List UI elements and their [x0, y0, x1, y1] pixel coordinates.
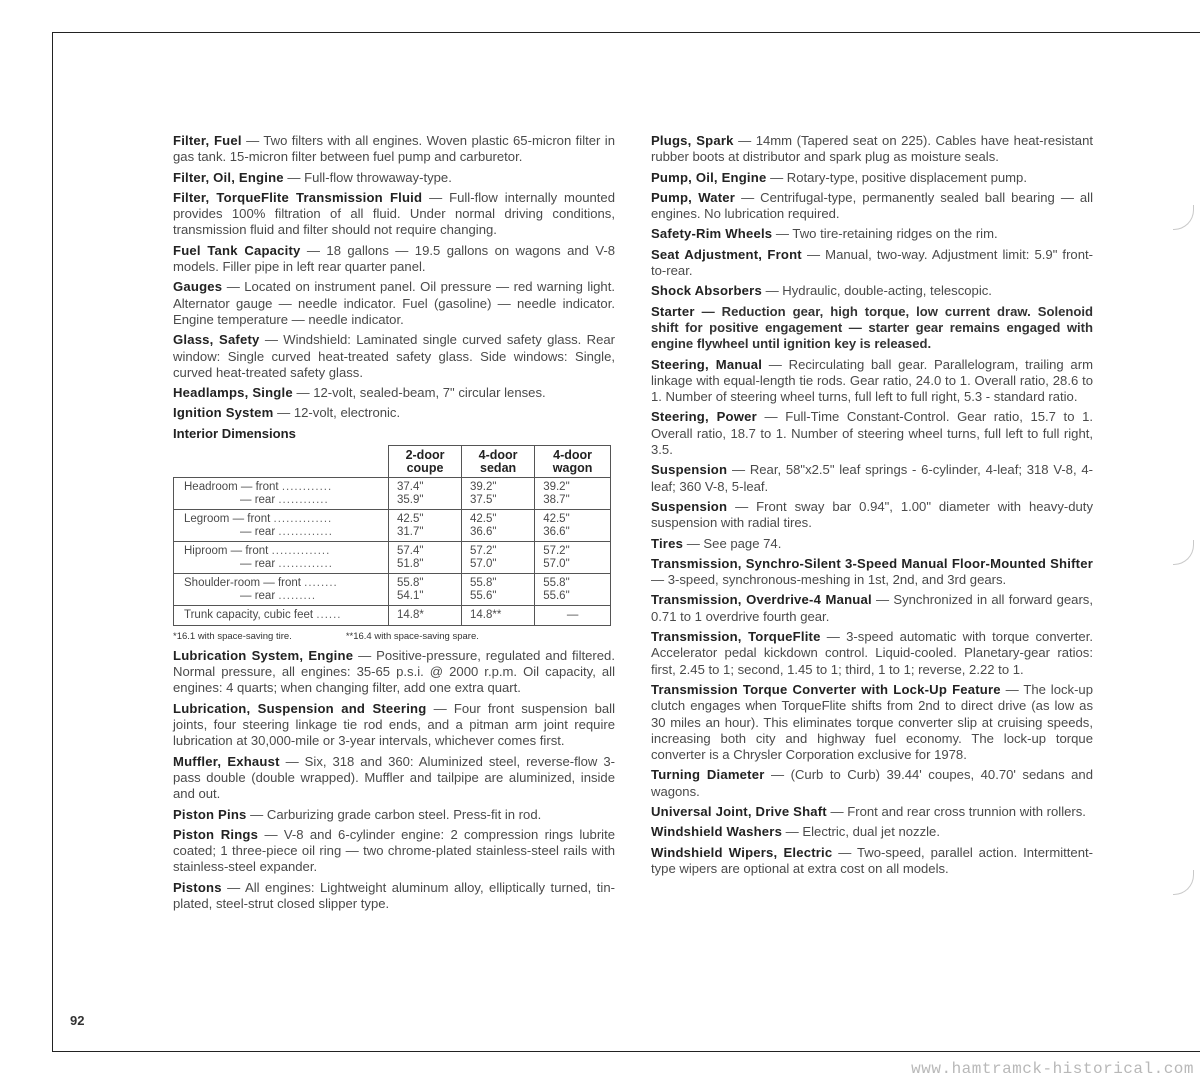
spec-term: Suspension	[651, 498, 728, 514]
spec-term: Ignition System	[173, 405, 274, 421]
spec-entry	[651, 804, 1093, 820]
spec-term: Plugs, Spark	[651, 133, 734, 148]
spec-description: — Centrifugal-type, permanently sealed ball bearing — all engines. No lubrication required.	[651, 189, 1093, 222]
spec-term: Glass, Safety	[173, 332, 260, 348]
spec-entry	[651, 682, 1093, 763]
spec-term: Universal Joint, Drive Shaft	[651, 803, 827, 819]
row-label: Shoulder-room — front	[184, 577, 301, 590]
column-header: 2-door coupe	[389, 446, 462, 478]
table-title: Interior Dimensions	[173, 425, 296, 441]
row-label: Hiproom — front	[184, 545, 269, 558]
spec-description: — Reduction gear, high torque, low current draw. Solenoid shift for positive engagement — starter gear remains engaged with engine flywheel until ignition key is released.	[651, 303, 1093, 352]
footnote: *16.1 with space-saving tire.	[173, 630, 292, 642]
spec-entry	[651, 845, 1093, 878]
spec-term: Filter, Oil, Engine	[173, 169, 284, 185]
spec-entry	[651, 536, 1093, 552]
spec-entry	[173, 880, 615, 913]
leader-dots: ..............	[273, 513, 333, 526]
spec-term: Lubrication, Suspension and Steering	[173, 700, 427, 716]
spec-description: — 12-volt, electronic.	[273, 405, 401, 421]
table-cell	[535, 478, 611, 510]
table-row	[174, 574, 611, 606]
cell-value: 42.5"	[397, 513, 424, 526]
table-cell	[462, 478, 535, 510]
row-label-cell	[174, 478, 389, 510]
spec-entry	[651, 170, 1093, 186]
spec-term: Lubrication System, Engine	[173, 647, 354, 663]
leader-dots: ............	[278, 493, 329, 506]
spec-description: — See page 74.	[683, 535, 782, 551]
spec-term: Gauges	[173, 279, 223, 295]
spec-term: Piston Rings	[173, 826, 259, 842]
spec-entry	[173, 385, 615, 401]
spec-term: Transmission, Overdrive-4 Manual	[651, 592, 872, 608]
spec-description: — Two filters with all engines. Woven plastic 65-micron filter in gas tank. 15-micron filter between fuel pump and carburetor.	[173, 133, 615, 165]
spec-term: Steering, Manual	[651, 356, 763, 372]
spec-entry	[173, 133, 615, 166]
row-label-cell	[174, 574, 389, 606]
table-cell	[535, 542, 611, 574]
spec-description: — Hydraulic, double-acting, telescopic.	[761, 283, 992, 299]
spec-entry	[651, 409, 1093, 458]
table-row	[174, 542, 611, 574]
spec-description: — Electric, dual jet nozzle.	[782, 824, 940, 840]
row-sublabel: — rear	[240, 493, 276, 506]
row-label: Headroom — front	[184, 481, 279, 494]
spec-description: — Carburizing grade carbon steel. Press-fit in rod.	[246, 806, 542, 822]
row-label-line	[184, 526, 384, 539]
spec-entry	[173, 405, 615, 421]
table-row	[174, 478, 611, 510]
column-header: 4-door wagon	[535, 446, 611, 478]
row-sublabel: — rear	[240, 557, 276, 570]
cell-value: 38.7"	[543, 493, 570, 506]
spec-term: Transmission, TorqueFlite	[651, 629, 821, 645]
table-cell	[462, 510, 535, 542]
spec-term: Starter	[651, 303, 695, 319]
row-label-line	[184, 513, 332, 525]
cell-value: 51.8"	[397, 557, 424, 570]
cell-value: 39.2"	[470, 481, 497, 494]
spec-term: Safety-Rim Wheels	[651, 226, 773, 242]
spec-entry	[173, 648, 615, 697]
spec-description: — The lock-up clutch engages when TorqueFlite shifts from 2nd to direct drive (as low as 30 miles an hour). This eliminates torque converter slip at cruising speeds, increasing both city and highway fuel economy. The lock-up torque converter is a Chrysler Corporation exclusive for 1978.	[651, 681, 1093, 763]
cell-value: 55.6"	[470, 589, 497, 602]
watermark: www.hamtramck-historical.com	[911, 1060, 1194, 1078]
spec-entry	[173, 827, 615, 876]
spec-entry	[651, 283, 1093, 299]
spec-term: Transmission Torque Converter with Lock-Up Feature	[651, 681, 1001, 697]
spec-description: — 14mm (Tapered seat on 225). Cables have heat-resistant rubber boots at distributor and spark plug as moisture seals.	[651, 133, 1093, 165]
spec-description: — V-8 and 6-cylinder engine: 2 compression rings lubrite coated; 1 three-piece oil ring — two chrome-plated stainless-steel rails with stainless-steel expander.	[173, 826, 616, 875]
cell-value: 37.5"	[470, 493, 497, 506]
row-label-line	[184, 494, 384, 507]
table-cell	[389, 510, 462, 542]
right-column	[651, 133, 1093, 881]
spec-term: Steering, Power	[651, 409, 757, 425]
row-label-line	[184, 545, 330, 557]
spec-description: — Synchronized in all forward gears, 0.71 to 1 overdrive fourth gear.	[651, 592, 1093, 624]
table-cell	[535, 510, 611, 542]
spec-description: — Front and rear cross trunnion with rollers.	[826, 803, 1086, 819]
spec-term: Tires	[651, 535, 684, 551]
table-footnotes	[173, 629, 615, 645]
cell-value: 31.7"	[397, 525, 424, 538]
cell-value: 36.6"	[543, 525, 570, 538]
spec-description: — Windshield: Laminated single curved safety glass. Rear window: Single curved heat-treated safety glass. Side windows: Single, curved heat-treated safety glass.	[173, 332, 615, 380]
table-cell	[389, 478, 462, 510]
cell-value: 55.6"	[543, 589, 570, 602]
left-column	[173, 133, 615, 916]
spec-description: — Four front suspension ball joints, four steering linkage tie rod ends, and a pitman arm joint require lubrication at 30,000-mile or 3-year intervals, whichever comes first.	[173, 700, 615, 749]
table-cell	[389, 542, 462, 574]
leader-dots: .............	[278, 525, 333, 538]
spec-entry	[651, 767, 1093, 800]
spec-term: Muffler, Exhaust	[173, 753, 280, 769]
row-label-line	[184, 577, 338, 589]
spec-description: — Positive-pressure, regulated and filtered. Normal pressure, all engines: 35-65 p.s.i. @ 2000 r.p.m. Oil capacity, all engines: 4 quarts; when changing filter, add one extra quart.	[173, 647, 615, 696]
row-sublabel: — rear	[240, 589, 276, 602]
spec-term: Suspension	[651, 462, 728, 478]
cell-value: 54.1"	[397, 589, 424, 602]
spec-list-bottom	[173, 648, 615, 912]
spec-term: Windshield Washers	[651, 824, 783, 840]
cell-value: 35.9"	[397, 493, 424, 506]
table-cell	[389, 574, 462, 606]
spec-entry	[173, 279, 615, 328]
spec-term: Windshield Wipers, Electric	[651, 844, 833, 860]
spec-description: — Full-flow internally mounted provides 100% filtration of all fluid. Under normal driving conditions, transmission fluid and filter should not require changing.	[173, 189, 615, 238]
spec-term: Shock Absorbers	[651, 283, 762, 299]
spec-entry	[651, 556, 1093, 589]
spec-term: Pump, Oil, Engine	[651, 169, 767, 185]
cell-value: 36.6"	[470, 525, 497, 538]
cell-value: 57.0"	[543, 557, 570, 570]
cell-value: 55.8"	[543, 577, 570, 590]
leader-dots: ......	[316, 609, 342, 622]
spec-term: Pump, Water	[651, 189, 736, 205]
spec-description: — Full-Time Constant-Control. Gear ratio, 15.7 to 1. Overall ratio, 18.7 to 1. Number of steering wheel turns, full left to full right, 3.5.	[651, 409, 1093, 458]
row-label-line	[184, 558, 384, 571]
page-number: 92	[70, 1013, 85, 1028]
spec-entry	[651, 629, 1093, 678]
spec-description: — Front sway bar 0.94", 1.00" diameter with heavy-duty suspension with radial tires.	[651, 498, 1093, 531]
spec-description: — Rear, 58"x2.5" leaf springs - 6-cylinder, 4-leaf; 318 V-8, 4-leaf; 360 V-8, 5-leaf.	[651, 462, 1093, 494]
table-cell	[462, 574, 535, 606]
cell-value: 42.5"	[543, 513, 570, 526]
footnote: **16.4 with space-saving spare.	[345, 630, 479, 642]
leader-dots: ............	[281, 481, 333, 494]
row-label-cell	[174, 510, 389, 542]
leader-dots: .........	[278, 589, 317, 602]
table-row	[174, 510, 611, 542]
spec-entry	[651, 462, 1093, 495]
spec-entry	[651, 304, 1093, 353]
cell-value: 57.4"	[397, 545, 424, 558]
spec-description: — 18 gallons — 19.5 gallons on wagons and V-8 models. Filler pipe in left rear quarter panel.	[173, 242, 616, 275]
row-label: Legroom — front	[184, 513, 271, 526]
spec-list-top	[173, 133, 615, 422]
spec-list-right	[651, 133, 1093, 877]
interior-dimensions-table	[173, 445, 611, 626]
spec-entry	[173, 332, 615, 381]
table-cell: 14.8**	[462, 606, 535, 626]
row-label: Trunk capacity, cubic feet	[184, 609, 314, 622]
spec-description: — Located on instrument panel. Oil pressure — red warning light. Alternator gauge — needle indicator. Fuel (gasoline) — needle indicator. Engine temperature — needle indicator.	[173, 279, 615, 327]
spec-term: Filter, Fuel	[173, 133, 242, 148]
cell-value: 57.2"	[543, 545, 570, 558]
spec-description: — Two tire-retaining ridges on the rim.	[772, 226, 998, 242]
spec-entry	[173, 190, 615, 239]
spec-entry	[651, 824, 1093, 840]
spec-description: — Two-speed, parallel action. Intermittent-type wipers are optional at extra cost on all models.	[651, 844, 1093, 876]
spec-description: — Rotary-type, positive displacement pump.	[766, 169, 1027, 185]
spec-entry	[651, 247, 1093, 280]
cell-value: 39.2"	[543, 481, 570, 494]
table-corner	[174, 446, 389, 478]
spec-entry	[651, 592, 1093, 625]
spec-entry	[651, 499, 1093, 532]
leader-dots: .............	[278, 557, 333, 570]
spec-term: Turning Diameter	[651, 767, 765, 783]
row-label-line	[184, 481, 332, 493]
spec-entry	[651, 133, 1093, 166]
cell-value: 55.8"	[470, 577, 497, 590]
spec-entry	[173, 807, 615, 823]
spec-term: Fuel Tank Capacity	[173, 242, 301, 258]
spec-description: — 12-volt, sealed-beam, 7" circular lenses.	[292, 385, 546, 401]
row-label-cell	[174, 606, 389, 626]
row-label-cell	[174, 542, 389, 574]
spec-description: — Full-flow throwaway-type.	[283, 169, 452, 185]
spec-entry	[173, 701, 615, 750]
spec-term: Piston Pins	[173, 806, 247, 822]
spec-entry	[173, 754, 615, 803]
row-label-line	[184, 590, 384, 603]
spec-entry	[173, 170, 615, 186]
table-header-row	[174, 446, 611, 478]
spec-entry	[651, 357, 1093, 406]
row-sublabel: — rear	[240, 525, 276, 538]
spec-term: Transmission, Synchro-Silent 3-Speed Manual Floor-Mounted Shifter	[651, 555, 1093, 571]
spec-description: — 3-speed automatic with torque converter. Accelerator pedal kickdown control. Liquid-cooled. Planetary-gear ratios: first, 2.45 to 1; second, 1.45 to 1; third, 1 to 1; reverse, 2.22 to 1.	[651, 629, 1093, 677]
spec-term: Seat Adjustment, Front	[651, 246, 802, 262]
cell-value: 57.0"	[470, 557, 497, 570]
spec-entry	[651, 190, 1093, 223]
spec-description: — Recirculating ball gear. Parallelogram, trailing arm linkage with equal-length tie rods. Gear ratio, 24.0 to 1. Overall ratio, 28.6 to 1. Number of steering wheel turns, full left to full right, 5.3 - standard ratio.	[651, 356, 1093, 405]
leader-dots: ..............	[271, 545, 331, 558]
spec-description: — Manual, two-way. Adjustment limit: 5.9" front-to-rear.	[651, 246, 1093, 279]
table-row-trunk	[174, 606, 611, 626]
leader-dots: ........	[304, 577, 338, 590]
cell-value: 55.8"	[397, 577, 424, 590]
spec-entry	[173, 243, 615, 276]
table-cell: —	[535, 606, 611, 626]
spec-description: — 3-speed, synchronous-meshing in 1st, 2nd, and 3rd gears.	[651, 572, 1007, 588]
spec-description: — (Curb to Curb) 39.44' coupes, 40.70' sedans and wagons.	[651, 767, 1093, 799]
cell-value: 57.2"	[470, 545, 497, 558]
table-cell: 14.8*	[389, 606, 462, 626]
spec-term: Headlamps, Single	[173, 385, 293, 401]
spec-description: — Six, 318 and 360: Aluminized steel, reverse-flow 3-pass double (double wrapped). Muffler and tailpipe are aluminized, inside and out.	[173, 753, 615, 802]
spec-entry	[651, 226, 1093, 242]
spec-description: — All engines: Lightweight aluminum alloy, elliptically turned, tin-plated, steel-strut closed slipper type.	[173, 879, 615, 911]
cell-value: 37.4"	[397, 481, 424, 494]
spec-term: Filter, TorqueFlite Transmission Fluid	[173, 189, 423, 205]
cell-value: 42.5"	[470, 513, 497, 526]
spec-term: Pistons	[173, 879, 222, 895]
table-cell	[535, 574, 611, 606]
column-header: 4-door sedan	[462, 446, 535, 478]
table-cell	[462, 542, 535, 574]
